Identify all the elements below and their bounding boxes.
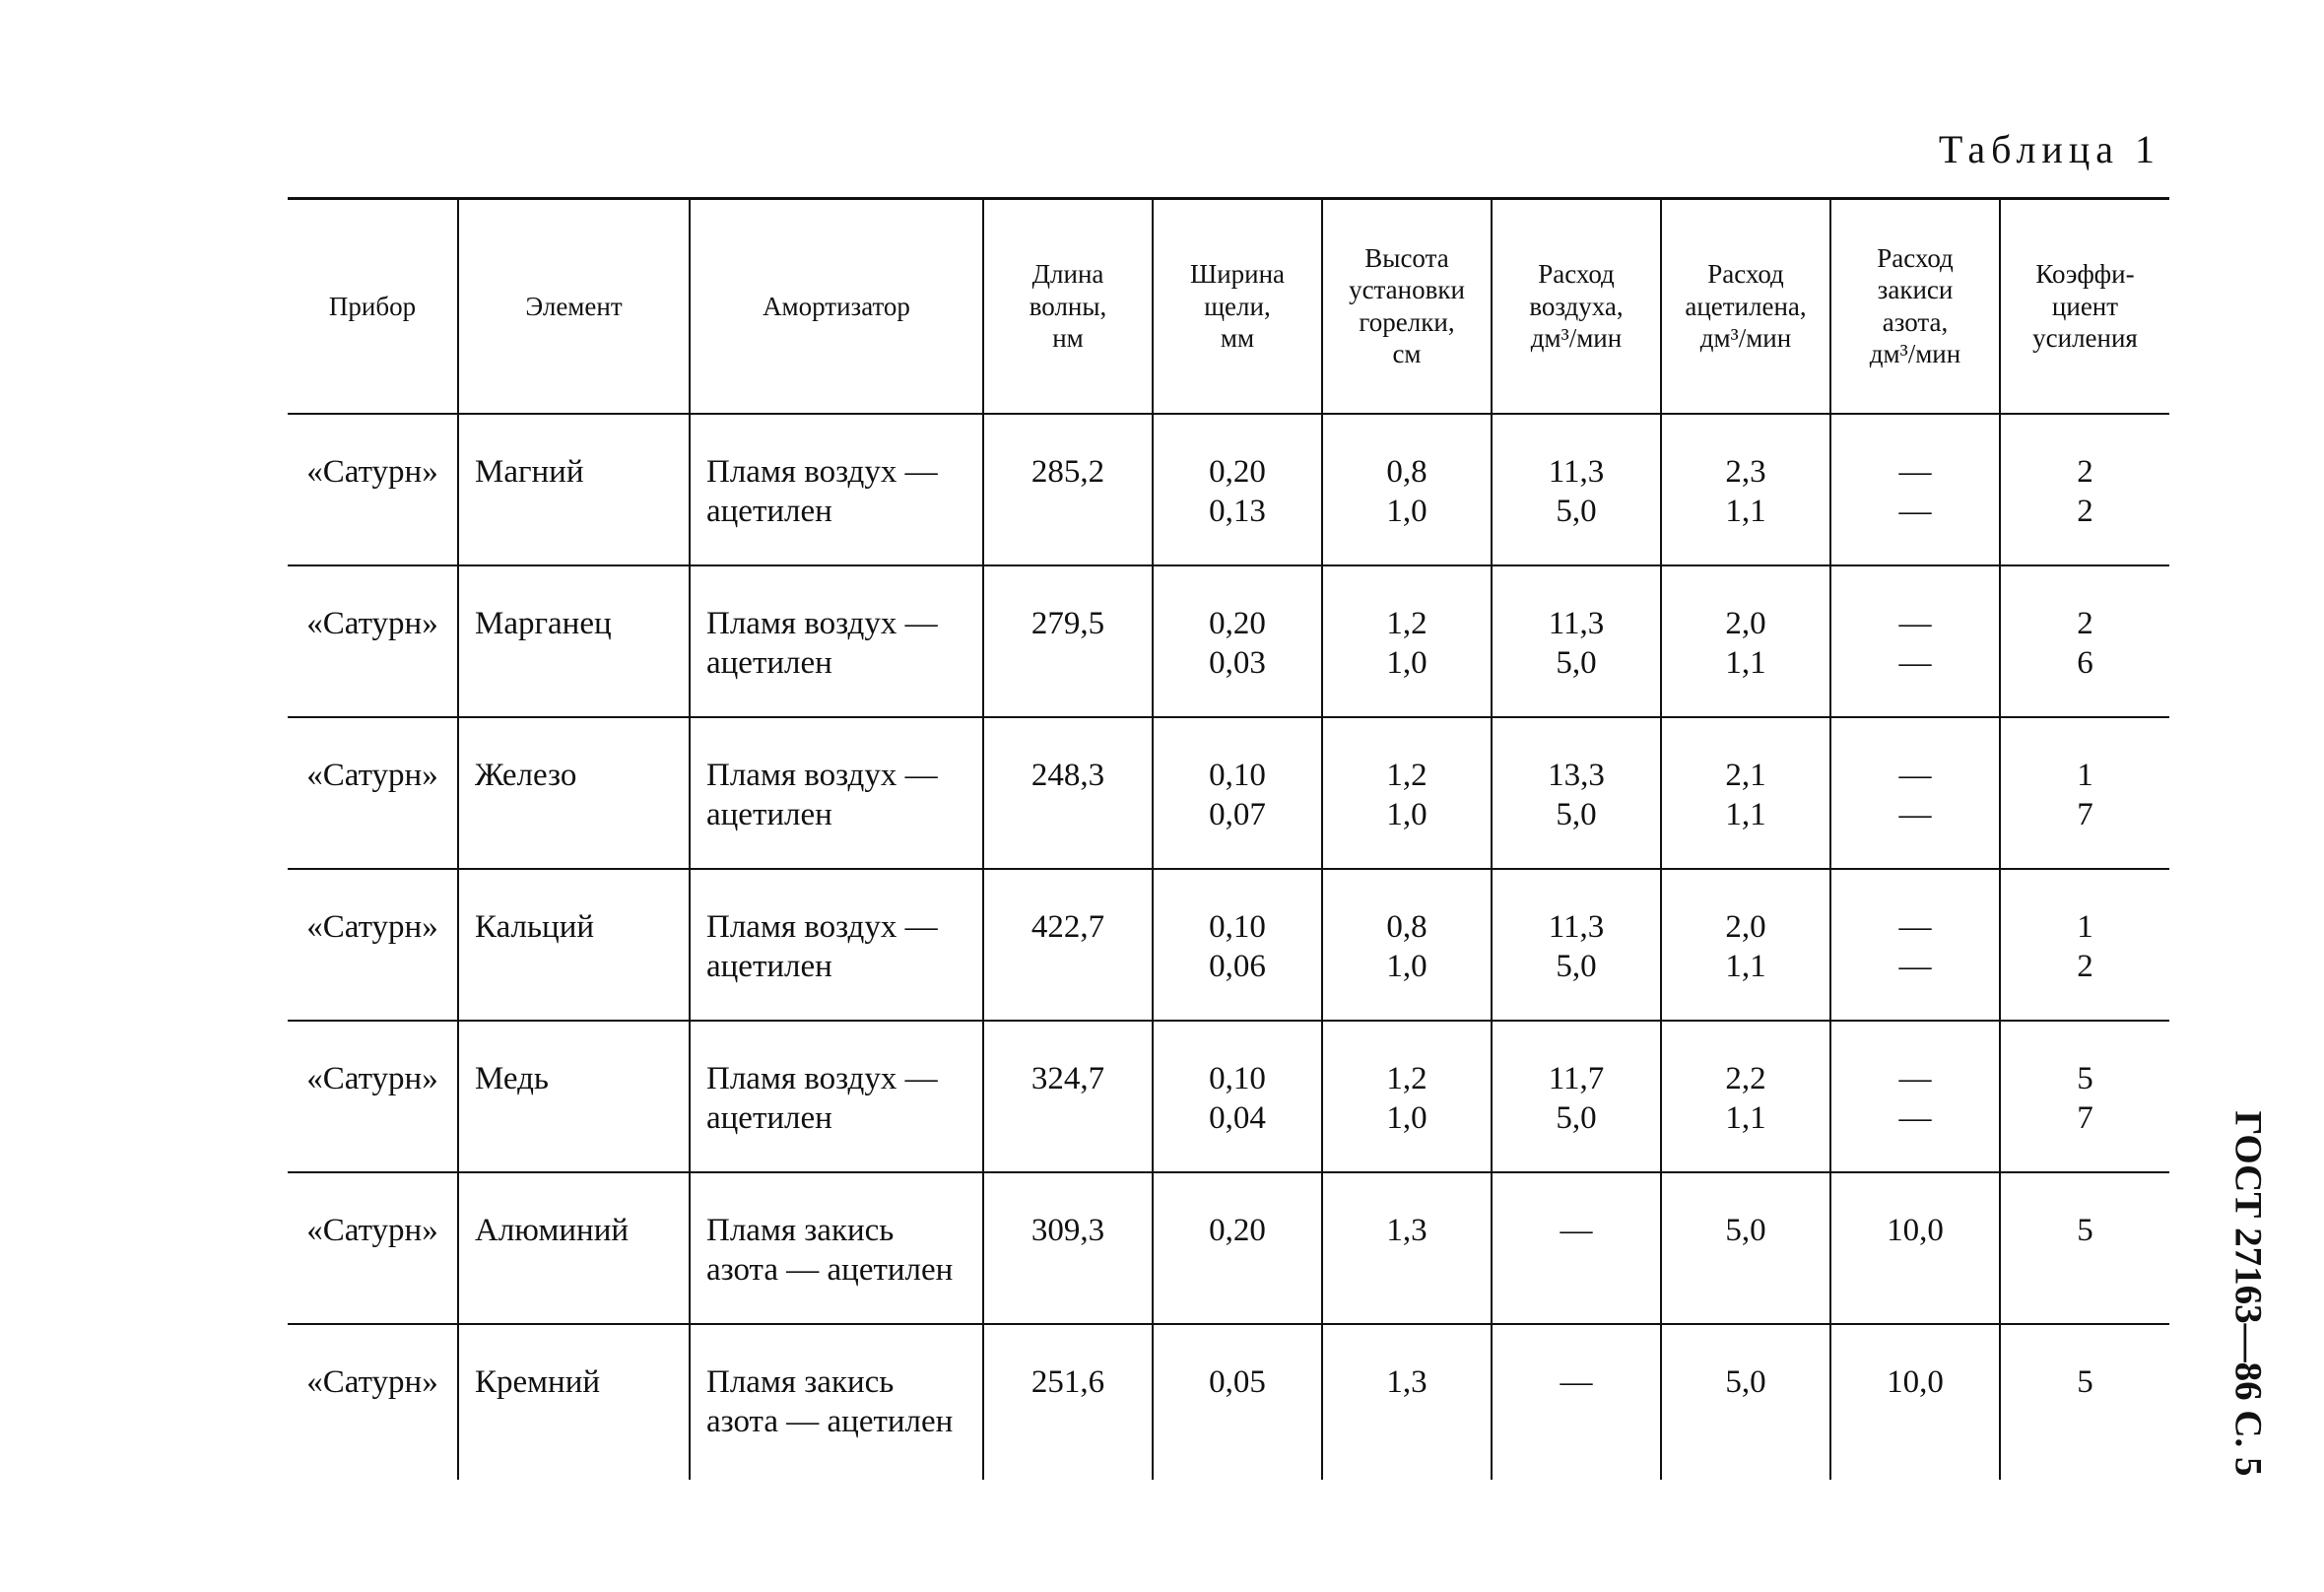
- cell-acetylene-flow: [1661, 1021, 1830, 1172]
- cell-slit-width-value: 0,13: [1209, 493, 1266, 529]
- cell-gain-value: 5: [2077, 1060, 2093, 1096]
- cell-burner-height-value: 1,0: [1386, 644, 1428, 681]
- cell-slit-width-value: 0,20: [1209, 453, 1266, 490]
- cell-air-flow-value: 5,0: [1556, 1099, 1597, 1136]
- cell-n2o-flow: [1830, 1021, 2000, 1172]
- cell-element: Марганец: [458, 565, 690, 717]
- cell-gain-value: 2: [2077, 605, 2093, 641]
- cell-air-flow: [1492, 869, 1661, 1021]
- cell-n2o-flow-value: —: [1898, 1099, 1932, 1136]
- cell-slit-width: [1153, 1324, 1322, 1480]
- cell-element: Кремний: [458, 1324, 690, 1480]
- cell-acetylene-flow: [1661, 717, 1830, 869]
- document-code: ГОСТ 27163—86 С. 5: [2226, 1110, 2270, 1477]
- cell-n2o-flow-value: 10,0: [1887, 1212, 1944, 1248]
- cell-device: «Сатурн»: [288, 565, 458, 717]
- cell-absorber: Пламя воздух — ацетилен: [690, 869, 983, 1021]
- cell-gain: [2000, 717, 2169, 869]
- cell-slit-width: [1153, 869, 1322, 1021]
- cell-n2o-flow: [1830, 717, 2000, 869]
- cell-burner-height-value: 1,2: [1386, 1060, 1428, 1096]
- header-element: Элемент: [458, 199, 690, 414]
- cell-acetylene-flow: [1661, 565, 1830, 717]
- cell-air-flow-value: 5,0: [1556, 644, 1597, 681]
- cell-absorber: Пламя воздух — ацетилен: [690, 1021, 983, 1172]
- cell-acetylene-flow-value: 1,1: [1725, 644, 1766, 681]
- cell-gain-value: 5: [2077, 1212, 2093, 1248]
- cell-n2o-flow: [1830, 414, 2000, 565]
- cell-gain-value: 5: [2077, 1363, 2093, 1400]
- cell-burner-height: [1322, 717, 1492, 869]
- cell-gain-value: 7: [2077, 796, 2093, 832]
- cell-wavelength: 248,3: [983, 717, 1153, 869]
- header-wavelength: Длина волны, нм: [983, 199, 1153, 414]
- cell-acetylene-flow: [1661, 1324, 1830, 1480]
- cell-slit-width-value: 0,06: [1209, 948, 1266, 984]
- cell-gain: [2000, 1324, 2169, 1480]
- cell-air-flow: [1492, 1324, 1661, 1480]
- cell-burner-height-value: 1,3: [1386, 1212, 1428, 1248]
- cell-gain-value: 2: [2077, 493, 2093, 529]
- cell-slit-width-value: 0,10: [1209, 757, 1266, 793]
- cell-acetylene-flow-value: 2,3: [1725, 453, 1766, 490]
- cell-slit-width: [1153, 1172, 1322, 1324]
- cell-gain-value: 7: [2077, 1099, 2093, 1136]
- cell-device: «Сатурн»: [288, 717, 458, 869]
- cell-burner-height-value: 1,0: [1386, 796, 1428, 832]
- cell-slit-width-value: 0,07: [1209, 796, 1266, 832]
- cell-air-flow-value: 11,3: [1548, 908, 1605, 945]
- cell-element: Кальций: [458, 869, 690, 1021]
- cell-absorber: Пламя воздух — ацетилен: [690, 414, 983, 565]
- cell-burner-height-value: 1,2: [1386, 605, 1428, 641]
- cell-gain: [2000, 414, 2169, 565]
- cell-burner-height-value: 1,0: [1386, 493, 1428, 529]
- cell-gain-value: 1: [2077, 908, 2093, 945]
- cell-acetylene-flow-value: 5,0: [1725, 1212, 1766, 1248]
- cell-acetylene-flow-value: 2,1: [1725, 757, 1766, 793]
- cell-burner-height: [1322, 565, 1492, 717]
- cell-slit-width-value: 0,05: [1209, 1363, 1266, 1400]
- cell-acetylene-flow-value: 1,1: [1725, 796, 1766, 832]
- cell-acetylene-flow: [1661, 1172, 1830, 1324]
- cell-absorber: Пламя закись азота — ацетилен: [690, 1324, 983, 1480]
- cell-gain-value: 1: [2077, 757, 2093, 793]
- header-burner-height: Высота установки горелки, см: [1322, 199, 1492, 414]
- cell-device: «Сатурн»: [288, 1172, 458, 1324]
- cell-n2o-flow: [1830, 565, 2000, 717]
- cell-burner-height: [1322, 1021, 1492, 1172]
- cell-air-flow-value: 5,0: [1556, 948, 1597, 984]
- cell-slit-width: [1153, 565, 1322, 717]
- cell-acetylene-flow: [1661, 414, 1830, 565]
- cell-acetylene-flow: [1661, 869, 1830, 1021]
- cell-burner-height: [1322, 414, 1492, 565]
- cell-device: «Сатурн»: [288, 1324, 458, 1480]
- cell-slit-width-value: 0,20: [1209, 605, 1266, 641]
- cell-burner-height-value: 1,3: [1386, 1363, 1428, 1400]
- cell-gain: [2000, 1021, 2169, 1172]
- cell-air-flow-value: 13,3: [1548, 757, 1605, 793]
- cell-air-flow-value: —: [1560, 1363, 1593, 1400]
- cell-slit-width-value: 0,04: [1209, 1099, 1266, 1136]
- cell-wavelength: 324,7: [983, 1021, 1153, 1172]
- table-row: [288, 414, 2169, 565]
- cell-burner-height-value: 1,0: [1386, 948, 1428, 984]
- cell-acetylene-flow-value: 5,0: [1725, 1363, 1766, 1400]
- cell-wavelength: 309,3: [983, 1172, 1153, 1324]
- data-table: [288, 197, 2169, 1480]
- cell-burner-height: [1322, 1324, 1492, 1480]
- cell-gain: [2000, 565, 2169, 717]
- cell-element: Медь: [458, 1021, 690, 1172]
- header-air-flow: Расход воздуха, дм³/мин: [1492, 199, 1661, 414]
- cell-air-flow: [1492, 565, 1661, 717]
- cell-air-flow-value: 5,0: [1556, 796, 1597, 832]
- header-row: [288, 199, 2169, 414]
- cell-wavelength: 285,2: [983, 414, 1153, 565]
- cell-n2o-flow-value: —: [1898, 908, 1932, 945]
- cell-slit-width-value: 0,10: [1209, 1060, 1266, 1096]
- cell-air-flow: [1492, 717, 1661, 869]
- cell-n2o-flow-value: —: [1898, 493, 1932, 529]
- cell-absorber: Пламя воздух — ацетилен: [690, 717, 983, 869]
- cell-burner-height-value: 1,2: [1386, 757, 1428, 793]
- cell-acetylene-flow-value: 1,1: [1725, 948, 1766, 984]
- cell-burner-height-value: 0,8: [1386, 453, 1428, 490]
- cell-burner-height-value: 1,0: [1386, 1099, 1428, 1136]
- cell-air-flow-value: 11,7: [1548, 1060, 1605, 1096]
- cell-air-flow: [1492, 1021, 1661, 1172]
- cell-burner-height: [1322, 869, 1492, 1021]
- cell-slit-width-value: 0,20: [1209, 1212, 1266, 1248]
- cell-gain: [2000, 869, 2169, 1021]
- cell-n2o-flow: [1830, 1324, 2000, 1480]
- cell-n2o-flow-value: —: [1898, 453, 1932, 490]
- cell-n2o-flow: [1830, 1172, 2000, 1324]
- cell-wavelength: 422,7: [983, 869, 1153, 1021]
- cell-slit-width: [1153, 717, 1322, 869]
- cell-air-flow: [1492, 1172, 1661, 1324]
- cell-element: Алюминий: [458, 1172, 690, 1324]
- cell-air-flow: [1492, 414, 1661, 565]
- header-absorber: Амортизатор: [690, 199, 983, 414]
- cell-n2o-flow-value: —: [1898, 948, 1932, 984]
- cell-gain-value: 2: [2077, 948, 2093, 984]
- header-gain: Коэффи- циент усиления: [2000, 199, 2169, 414]
- document-side-label: [2228, 1101, 2268, 1486]
- cell-acetylene-flow-value: 2,2: [1725, 1060, 1766, 1096]
- cell-acetylene-flow-value: 2,0: [1725, 908, 1766, 945]
- header-slit-width: Ширина щели, мм: [1153, 199, 1322, 414]
- cell-acetylene-flow-value: 1,1: [1725, 1099, 1766, 1136]
- cell-device: «Сатурн»: [288, 1021, 458, 1172]
- cell-n2o-flow: [1830, 869, 2000, 1021]
- cell-air-flow-value: —: [1560, 1212, 1593, 1248]
- cell-slit-width: [1153, 1021, 1322, 1172]
- cell-burner-height: [1322, 1172, 1492, 1324]
- cell-slit-width-value: 0,03: [1209, 644, 1266, 681]
- cell-n2o-flow-value: —: [1898, 644, 1932, 681]
- table-row: [288, 1324, 2169, 1480]
- header-acetylene-flow: Расход ацетилена, дм³/мин: [1661, 199, 1830, 414]
- cell-slit-width-value: 0,10: [1209, 908, 1266, 945]
- cell-gain-value: 2: [2077, 453, 2093, 490]
- table-row: [288, 869, 2169, 1021]
- table-row: [288, 1172, 2169, 1324]
- cell-absorber: Пламя воздух — ацетилен: [690, 565, 983, 717]
- cell-acetylene-flow-value: 2,0: [1725, 605, 1766, 641]
- cell-acetylene-flow-value: 1,1: [1725, 493, 1766, 529]
- header-device: Прибор: [288, 199, 458, 414]
- table-row: [288, 717, 2169, 869]
- cell-element: Железо: [458, 717, 690, 869]
- cell-n2o-flow-value: —: [1898, 1060, 1932, 1096]
- table-caption: Таблица 1: [1938, 127, 2160, 171]
- header-n2o-flow: Расход закиси азота, дм³/мин: [1830, 199, 2000, 414]
- cell-gain-value: 6: [2077, 644, 2093, 681]
- table-row: [288, 1021, 2169, 1172]
- cell-n2o-flow-value: 10,0: [1887, 1363, 1944, 1400]
- cell-absorber: Пламя закись азота — ацетилен: [690, 1172, 983, 1324]
- cell-n2o-flow-value: —: [1898, 757, 1932, 793]
- cell-element: Магний: [458, 414, 690, 565]
- cell-air-flow-value: 5,0: [1556, 493, 1597, 529]
- cell-n2o-flow-value: —: [1898, 605, 1932, 641]
- cell-n2o-flow-value: —: [1898, 796, 1932, 832]
- cell-wavelength: 251,6: [983, 1324, 1153, 1480]
- table-body: [288, 414, 2169, 1480]
- cell-wavelength: 279,5: [983, 565, 1153, 717]
- cell-air-flow-value: 11,3: [1548, 605, 1605, 641]
- cell-device: «Сатурн»: [288, 414, 458, 565]
- cell-burner-height-value: 0,8: [1386, 908, 1428, 945]
- cell-gain: [2000, 1172, 2169, 1324]
- cell-air-flow-value: 11,3: [1548, 453, 1605, 490]
- cell-slit-width: [1153, 414, 1322, 565]
- cell-device: «Сатурн»: [288, 869, 458, 1021]
- table-row: [288, 565, 2169, 717]
